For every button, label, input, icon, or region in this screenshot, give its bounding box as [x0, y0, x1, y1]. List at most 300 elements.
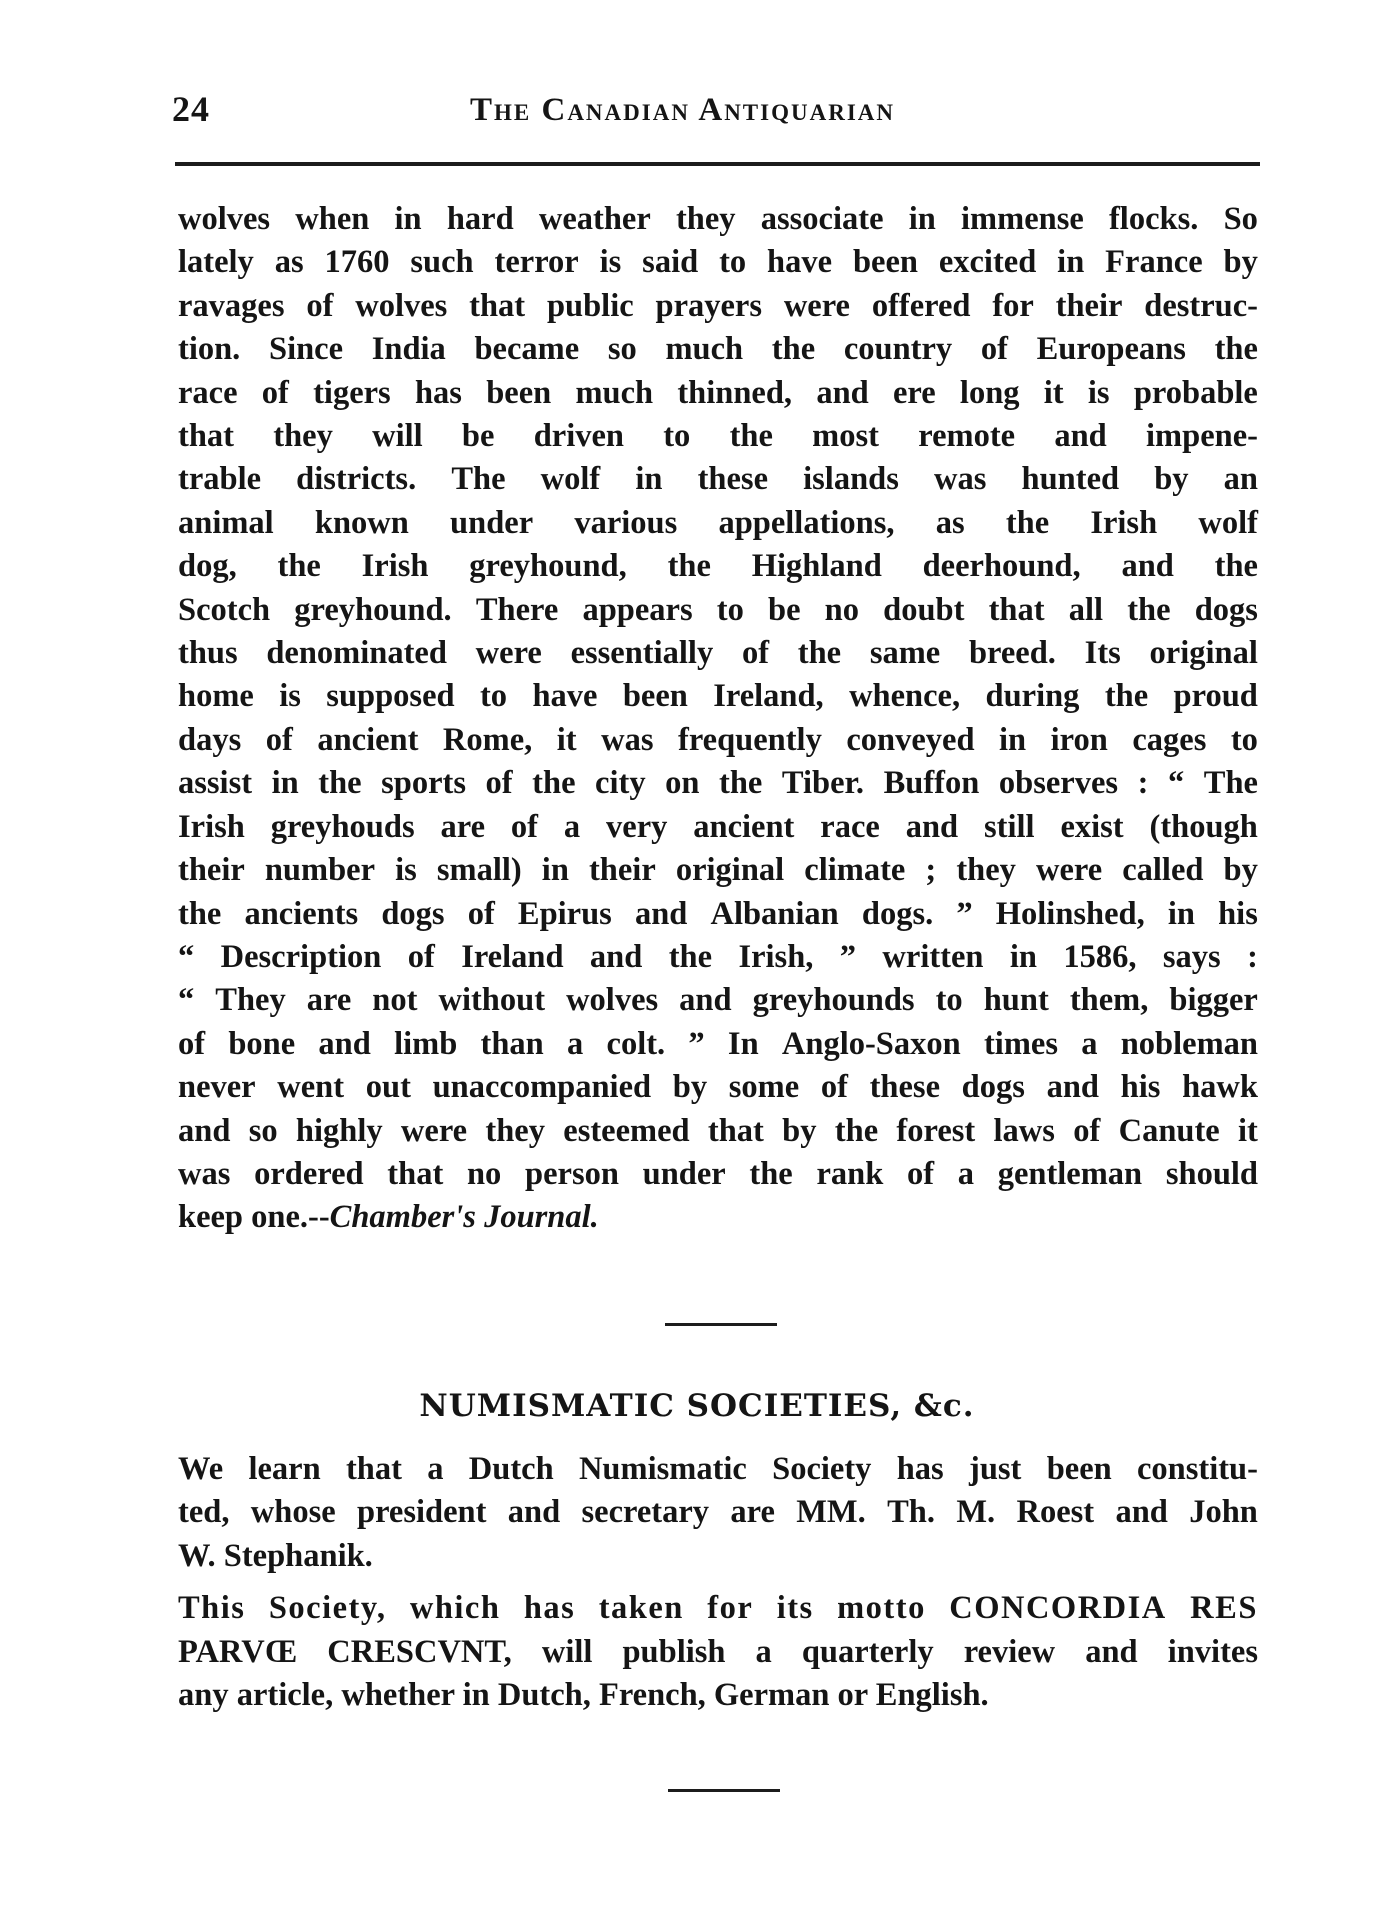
word: Th.	[887, 1494, 935, 1531]
word: “	[178, 938, 195, 975]
word: in	[1167, 895, 1195, 932]
word: such	[410, 244, 474, 281]
word: Irish	[1090, 504, 1158, 541]
word: and	[507, 1494, 561, 1531]
text-line	[178, 675, 1258, 718]
word: out	[365, 1069, 411, 1106]
word: 1586,	[1063, 938, 1137, 975]
word: trable	[178, 461, 262, 498]
word: its	[776, 1590, 814, 1627]
word: small)	[436, 852, 522, 889]
word: and	[905, 808, 959, 845]
article-wolves-and-greyhounds	[178, 198, 1258, 1240]
word: of	[820, 1069, 848, 1106]
word: to	[935, 982, 963, 1019]
word: of	[407, 938, 435, 975]
word: hawk	[1182, 1069, 1258, 1106]
word: They	[215, 982, 286, 1019]
word: by	[1223, 852, 1258, 889]
word: were	[400, 1112, 468, 1149]
word: to	[719, 244, 747, 281]
word: probable	[1133, 374, 1258, 411]
word: very	[606, 808, 668, 845]
word: Anglo-Saxon	[781, 1025, 961, 1062]
word: should	[1165, 1155, 1258, 1192]
word: to	[663, 418, 691, 455]
word: flocks.	[1108, 201, 1199, 237]
word: no	[824, 591, 859, 628]
word: these	[869, 1069, 940, 1106]
paragraph-gap	[178, 1578, 1258, 1587]
last-line-text: keep one.--	[178, 1199, 330, 1236]
word: have	[767, 244, 833, 281]
word: of	[178, 1025, 206, 1062]
word: which	[409, 1590, 501, 1627]
word: wolves	[566, 982, 659, 1019]
word: Numismatic	[578, 1451, 747, 1487]
word: his	[1218, 895, 1258, 932]
word: wolves	[178, 201, 271, 237]
word: still	[983, 808, 1035, 845]
word: destruc-	[1144, 287, 1258, 324]
word: a	[567, 1025, 584, 1062]
word: iron	[1050, 721, 1108, 758]
word: will	[372, 418, 423, 455]
word: hunted	[1021, 461, 1120, 498]
word: of	[980, 331, 1008, 368]
word: thus	[178, 635, 238, 672]
running-title: The Canadian Antiquarian	[470, 92, 895, 128]
word: colt.	[606, 1025, 666, 1062]
word: as	[935, 504, 965, 541]
word: The	[1203, 765, 1258, 802]
word: original	[1149, 635, 1258, 672]
word: in	[1057, 244, 1085, 281]
text-line	[178, 762, 1258, 805]
word: and	[1046, 1069, 1099, 1106]
word: in	[1009, 938, 1037, 975]
word: forest	[896, 1112, 976, 1149]
word: most	[812, 418, 879, 455]
text-line	[178, 1448, 1258, 1491]
word: has	[414, 374, 462, 411]
word: says	[1162, 938, 1221, 975]
word: much	[575, 374, 654, 411]
word: the	[797, 635, 842, 672]
word: were	[1035, 852, 1103, 889]
word: hard	[446, 201, 514, 237]
word: for	[707, 1590, 754, 1627]
text-line	[178, 1023, 1258, 1066]
word: so	[248, 1112, 278, 1149]
word: no	[466, 1155, 502, 1192]
word: dogs	[961, 1069, 1025, 1106]
word: is	[279, 678, 301, 715]
word: and	[816, 374, 869, 411]
page-number: 24	[172, 89, 210, 129]
word: Tiber.	[781, 765, 865, 802]
word: So	[1223, 201, 1258, 237]
word: is	[1087, 374, 1110, 411]
word: dogs.	[861, 895, 934, 932]
word: that	[345, 1451, 402, 1487]
word: observes	[998, 765, 1119, 802]
word: times	[983, 1025, 1058, 1062]
text-line	[178, 936, 1258, 979]
word: in	[999, 721, 1027, 758]
word: greyhounds	[752, 982, 915, 1019]
word: wolf	[1198, 504, 1258, 541]
word: that	[469, 287, 526, 324]
text-line	[178, 285, 1258, 328]
word: Dutch	[468, 1451, 554, 1487]
word: went	[277, 1069, 345, 1106]
word: his	[1120, 1069, 1161, 1106]
word: Albanian	[710, 895, 839, 932]
word: This	[178, 1590, 246, 1627]
word: Ireland,	[713, 678, 824, 715]
word: by	[1154, 461, 1189, 498]
word: nobleman	[1120, 1025, 1258, 1062]
word: these	[697, 461, 768, 498]
word: long	[959, 374, 1020, 411]
word: and	[1115, 1494, 1168, 1531]
word: original	[675, 852, 785, 889]
word: of	[485, 765, 513, 802]
word: are	[730, 1494, 775, 1531]
word: “	[178, 982, 195, 1019]
word: greyhound.	[294, 591, 452, 628]
word: under	[642, 1155, 726, 1192]
word: that	[387, 1155, 444, 1192]
word: than	[480, 1025, 544, 1062]
word: ere	[892, 374, 936, 411]
word: they	[485, 1112, 545, 1149]
word: offered	[871, 287, 971, 324]
text-line	[178, 1587, 1258, 1630]
word: not	[372, 982, 418, 1019]
word: the	[1214, 331, 1258, 368]
word: RES	[1190, 1590, 1258, 1627]
text-line	[178, 849, 1258, 892]
word: the	[834, 1112, 879, 1149]
word: animal	[178, 504, 274, 541]
word: conveyed	[846, 721, 975, 758]
word: their	[178, 852, 245, 889]
word: in	[908, 201, 936, 237]
word: Society,	[268, 1590, 387, 1627]
word: the	[719, 765, 763, 802]
word: doubt	[883, 591, 965, 628]
word: Canute	[1118, 1112, 1220, 1149]
word: their	[588, 852, 656, 889]
word: Roest	[1016, 1494, 1095, 1531]
word: Scotch	[178, 591, 271, 628]
word: a	[1081, 1025, 1098, 1062]
word: been	[852, 244, 918, 281]
word: the	[771, 331, 816, 368]
word: is	[599, 244, 622, 281]
word: been	[622, 678, 688, 715]
word: excited	[938, 244, 1037, 281]
word: the	[749, 1155, 793, 1192]
word: lately	[178, 244, 254, 281]
word: India	[371, 331, 446, 368]
word: a	[755, 1633, 772, 1670]
word: dogs	[381, 895, 445, 932]
word: islands	[803, 461, 899, 498]
text-line	[178, 589, 1258, 632]
word: cages	[1132, 721, 1207, 758]
word: is	[395, 852, 417, 889]
word: laws	[993, 1112, 1055, 1149]
word: :	[1137, 765, 1149, 802]
word: ”	[839, 938, 857, 975]
word: called	[1122, 852, 1204, 889]
word: hunt	[983, 982, 1049, 1019]
text-line	[178, 502, 1258, 545]
text-line	[178, 458, 1258, 501]
word: Rome,	[442, 721, 533, 758]
word: exist	[1060, 808, 1124, 845]
word: bone	[228, 1025, 296, 1062]
word: climate	[804, 852, 906, 889]
word: of	[741, 635, 770, 672]
section-heading: NUMISMATIC SOCIETIES, &c.	[419, 1388, 975, 1424]
word: esteemed	[563, 1112, 690, 1149]
word: are	[306, 982, 352, 1019]
word: it	[556, 721, 577, 758]
word: home	[178, 678, 254, 715]
word: associate	[760, 201, 884, 237]
word: review	[963, 1633, 1056, 1670]
word: under	[450, 504, 534, 541]
word: Ireland	[461, 938, 564, 975]
word: of	[265, 721, 293, 758]
word: will	[541, 1633, 593, 1670]
word: as	[274, 244, 304, 281]
word: city	[595, 765, 646, 802]
word: they	[273, 418, 333, 455]
word: race	[178, 374, 238, 411]
word: constitu-	[1136, 1451, 1258, 1487]
word: essentially	[570, 635, 714, 672]
word: to	[716, 591, 744, 628]
word: PARVŒ	[178, 1633, 298, 1670]
word: be	[461, 418, 495, 455]
word: the	[178, 895, 222, 932]
word: and	[318, 1025, 371, 1062]
word: and	[1121, 548, 1174, 585]
word: MM.	[796, 1494, 866, 1531]
word: John	[1189, 1494, 1258, 1531]
word: said	[642, 244, 699, 281]
word: in	[541, 852, 569, 889]
word: various	[574, 504, 678, 541]
word: became	[474, 331, 580, 368]
word: ancient	[693, 808, 795, 845]
word: a	[563, 808, 581, 845]
word: Highland	[751, 548, 882, 585]
word: “	[1167, 765, 1185, 802]
word: during	[985, 678, 1080, 715]
word: France	[1105, 244, 1203, 281]
text-line	[178, 979, 1258, 1022]
word: prayers	[655, 287, 762, 324]
word: they	[956, 852, 1016, 889]
word: weather	[538, 201, 651, 237]
word: number	[264, 852, 376, 889]
word: proud	[1173, 678, 1258, 715]
text-line	[178, 632, 1258, 675]
word: are	[440, 808, 486, 845]
word: was	[934, 461, 987, 498]
word: it	[1238, 1112, 1258, 1149]
word: country	[843, 331, 953, 368]
word: known	[314, 504, 409, 541]
word: We	[178, 1451, 224, 1487]
word: bigger	[1169, 982, 1258, 1019]
word: wolves	[355, 287, 448, 324]
word: The	[451, 461, 506, 498]
word: Europeans	[1036, 331, 1186, 368]
text-line-last: W. Stephanik.	[178, 1537, 373, 1574]
word: Holinshed,	[995, 895, 1145, 932]
text-line	[178, 328, 1258, 371]
word: written	[882, 938, 984, 975]
word: Its	[1084, 635, 1121, 672]
word: was	[601, 721, 654, 758]
text-line	[178, 241, 1258, 284]
text-line	[178, 372, 1258, 415]
text-line	[178, 719, 1258, 762]
word: were	[783, 287, 850, 324]
word: on	[665, 765, 700, 802]
word: of	[467, 895, 495, 932]
word: for	[992, 287, 1034, 324]
word: it	[1043, 374, 1064, 411]
word: them,	[1069, 982, 1149, 1019]
word: greyhouds	[270, 808, 415, 845]
word: ancients	[244, 895, 359, 932]
word: terror	[494, 244, 579, 281]
word: their	[1055, 287, 1123, 324]
word: ancient	[317, 721, 419, 758]
text-line	[178, 415, 1258, 458]
word: that	[707, 1112, 764, 1149]
text-line-last: any article, whether in Dutch, French, German or English.	[178, 1677, 989, 1714]
word: supposed	[326, 678, 455, 715]
word: M.	[956, 1494, 996, 1531]
word: taken	[598, 1590, 684, 1627]
word: thinned,	[677, 374, 793, 411]
word: ordered	[254, 1155, 364, 1192]
word: an	[1223, 461, 1258, 498]
word: Society	[772, 1451, 872, 1487]
word: the	[532, 765, 576, 802]
word: by	[1223, 244, 1258, 281]
text-line	[178, 1110, 1258, 1153]
word: the	[667, 548, 711, 585]
word: when	[295, 201, 370, 237]
word: (though	[1149, 808, 1258, 845]
word: just	[969, 1451, 1022, 1487]
word: were	[475, 635, 542, 672]
word: ted,	[178, 1494, 230, 1531]
word: sports	[381, 765, 466, 802]
word: ”	[956, 895, 973, 932]
word: without	[438, 982, 546, 1019]
word: wolf	[540, 461, 601, 498]
text-line	[178, 545, 1258, 588]
word: Since	[269, 331, 344, 368]
word: quarterly	[801, 1633, 934, 1670]
word: of	[510, 808, 538, 845]
word: impene-	[1146, 418, 1258, 455]
text-line	[178, 1491, 1258, 1534]
word: In	[727, 1025, 759, 1062]
word: same	[869, 635, 941, 672]
word: denominated	[266, 635, 447, 672]
word: so	[607, 331, 637, 368]
word: unaccompanied	[432, 1069, 652, 1106]
word: whose	[250, 1494, 336, 1531]
word: gentleman	[997, 1155, 1143, 1192]
word: Description	[220, 938, 382, 975]
word: CONCORDIA	[949, 1590, 1167, 1627]
word: whence,	[849, 678, 961, 715]
word: have	[532, 678, 598, 715]
word: Epirus	[517, 895, 612, 932]
word: of	[261, 374, 289, 411]
word: in	[394, 201, 422, 237]
header-rule	[175, 162, 1260, 166]
word: race	[820, 808, 880, 845]
word: has	[896, 1451, 944, 1487]
article-numismatic-societies	[178, 1448, 1258, 1717]
word: in	[635, 461, 663, 498]
word: tigers	[313, 374, 391, 411]
word: the	[277, 548, 321, 585]
word: dog,	[178, 548, 237, 585]
word: Irish,	[738, 938, 814, 975]
word: all	[1068, 591, 1104, 628]
word: and	[679, 982, 732, 1019]
word: greyhound,	[469, 548, 627, 585]
word: by	[672, 1069, 708, 1106]
word: publish	[622, 1633, 726, 1670]
word: rank	[816, 1155, 884, 1192]
word: and	[178, 1112, 231, 1149]
word: remote	[918, 418, 1016, 455]
word: deerhound,	[922, 548, 1081, 585]
word: person	[525, 1155, 619, 1192]
word: to	[1230, 721, 1258, 758]
word: secretary	[581, 1494, 710, 1531]
word: in	[271, 765, 299, 802]
word: frequently	[678, 721, 822, 758]
word: and	[1085, 1633, 1138, 1670]
word: to	[479, 678, 508, 715]
text-line-last	[178, 1196, 1258, 1239]
word: never	[178, 1069, 256, 1106]
word: the	[1127, 591, 1171, 628]
word: been	[486, 374, 552, 411]
word: much	[665, 331, 744, 368]
word: that	[178, 418, 234, 455]
text-line	[178, 806, 1258, 849]
word: the	[729, 418, 773, 455]
